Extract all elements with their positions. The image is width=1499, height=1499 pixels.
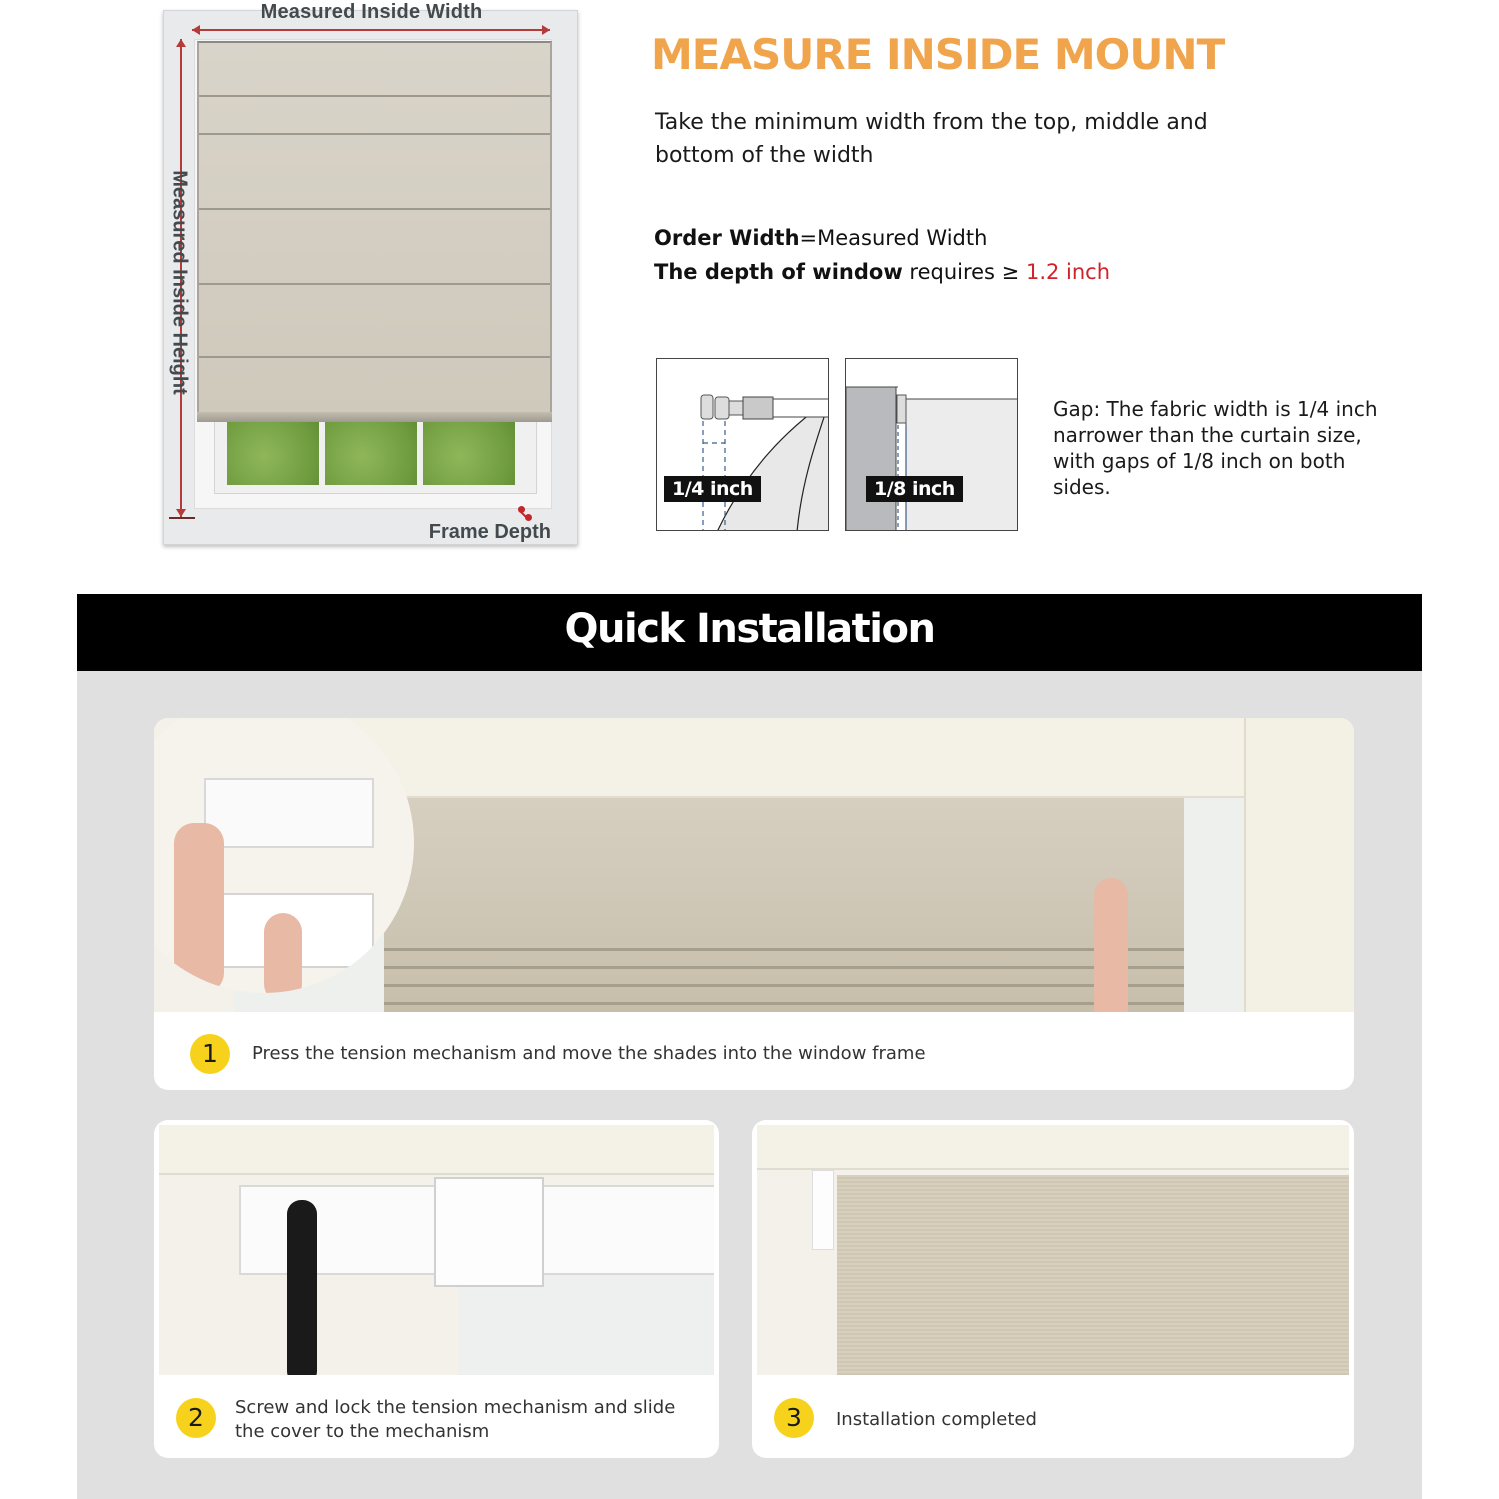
arrow-right-icon — [542, 25, 550, 35]
hand-thumb — [264, 913, 302, 993]
window-depth-value: 1.2 inch — [1025, 260, 1111, 284]
glass-pane — [325, 413, 417, 485]
slide-cover — [434, 1177, 544, 1287]
window-measure-diagram — [163, 1, 578, 545]
step-1-badge: 1 — [190, 1034, 230, 1074]
eighth-inch-tag: 1/8 inch — [866, 476, 963, 502]
shade-fold — [199, 356, 550, 358]
shade-fold — [199, 283, 550, 285]
step-2-text: Screw and lock the tension mechanism and slide the cover to the mechanism — [235, 1397, 676, 1442]
glass-pane — [423, 413, 515, 485]
window-depth-rule — [654, 260, 1110, 284]
measure-inside-mount-heading: MEASURE INSIDE MOUNT — [651, 30, 1225, 79]
shade-fold — [199, 208, 550, 210]
step-2-badge: 2 — [176, 1398, 216, 1438]
frame-depth-label: Frame Depth — [428, 521, 551, 543]
window-frame-top — [159, 1125, 714, 1175]
depth-marker-dot — [525, 514, 532, 521]
shade-hem — [197, 412, 552, 422]
shade-pleat — [384, 1002, 1184, 1005]
window-frame-right — [1244, 718, 1354, 1012]
quarter-inch-tag: 1/4 inch — [664, 476, 761, 502]
side-bracket — [812, 1170, 834, 1250]
window-depth-label: The depth of window — [654, 260, 903, 284]
arrow-left-icon — [192, 25, 200, 35]
hand-left — [174, 823, 224, 993]
measured-inside-height-label: Measured Inside Height — [168, 170, 191, 395]
roman-shade-illustration — [197, 41, 552, 416]
installed-shade-fabric — [837, 1175, 1349, 1375]
window-frame-top — [757, 1125, 1349, 1170]
tension-wrench — [287, 1200, 317, 1375]
arrow-down-icon — [176, 509, 186, 517]
shade-fabric — [384, 798, 1184, 1012]
gap-figure-quarter-inch — [656, 358, 829, 531]
window-glass — [459, 1275, 714, 1375]
bracket-gap-illustration-icon — [657, 359, 829, 531]
window-depth-requires: requires ≥ — [902, 260, 1026, 284]
step-2-card — [154, 1120, 719, 1458]
shade-fold — [199, 95, 550, 97]
step-1-photo — [154, 718, 1354, 1012]
step-3-badge: 3 — [774, 1398, 814, 1438]
shade-pleat — [384, 948, 1184, 951]
step-2-photo — [159, 1125, 714, 1375]
width-dimension-line — [192, 29, 550, 31]
height-tick — [169, 517, 195, 519]
step-3-card — [752, 1120, 1354, 1458]
tension-bracket — [204, 778, 374, 848]
quick-installation-banner — [77, 594, 1422, 671]
step-3-text: Installation completed — [836, 1409, 1037, 1430]
hand-right — [1094, 878, 1128, 1012]
glass-pane — [227, 413, 319, 485]
shade-pleat — [384, 966, 1184, 969]
side-gap-illustration-icon — [846, 359, 1018, 531]
order-width-rule — [654, 226, 987, 250]
measured-inside-width-label: Measured Inside Width — [260, 1, 483, 23]
arrow-up-icon — [176, 39, 186, 47]
step-1-text: Press the tension mechanism and move the shades into the window frame — [252, 1043, 926, 1064]
order-width-value: =Measured Width — [799, 226, 988, 250]
shade-pleat — [384, 984, 1184, 987]
measure-intro-text: Take the minimum width from the top, middle and bottom of the width — [655, 110, 1208, 168]
order-width-label: Order Width — [654, 226, 800, 250]
shade-fold — [199, 133, 550, 135]
step-1-card — [154, 718, 1354, 1090]
gap-figure-eighth-inch — [845, 358, 1018, 531]
quick-installation-title: Quick Installation — [564, 606, 935, 652]
quick-installation-section — [77, 594, 1422, 1499]
gap-note-text: Gap: The fabric width is 1/4 inch narrower than the curtain size, with gaps of 1/8 inch on both sides. — [1053, 397, 1378, 499]
step-3-photo — [757, 1125, 1349, 1375]
